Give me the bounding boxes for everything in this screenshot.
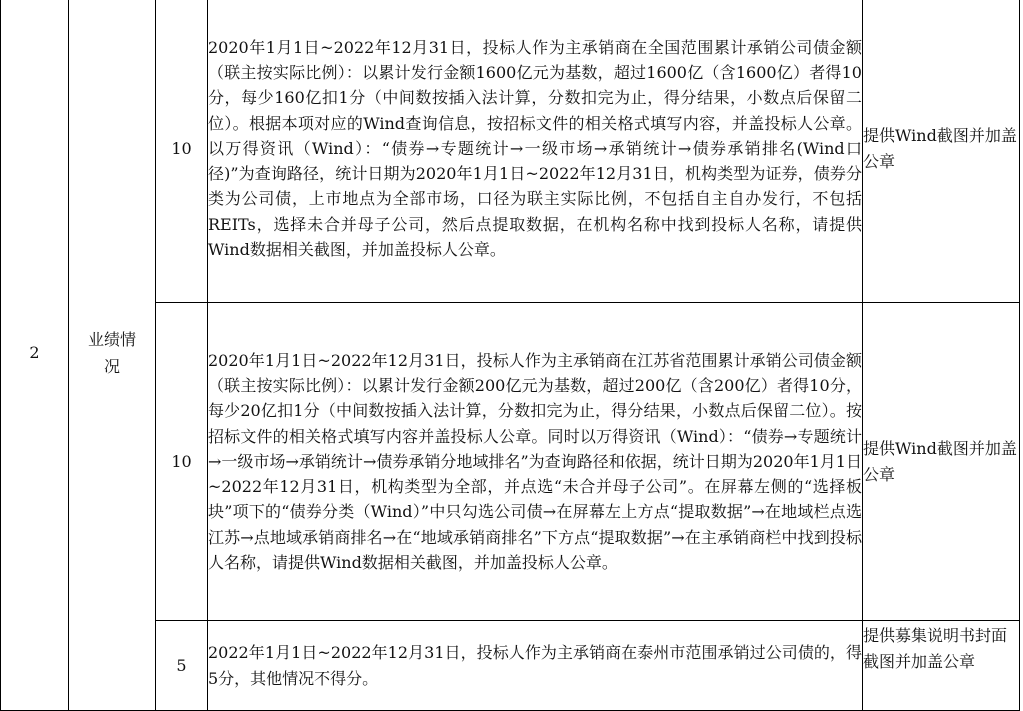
materials-cell: 提供募集说明书封面截图并加盖公章 bbox=[863, 621, 1020, 711]
score-cell: 10 bbox=[156, 303, 208, 621]
score-cell: 10 bbox=[156, 0, 208, 303]
standard-cell: 2020年1月1日~2022年12月31日，投标人作为主承销商在江苏省范围累计承销公司债金额（联主按实际比例）：以累计发行金额200亿元为基数，超过200亿（含200亿）者得10分，每少20亿扣1分（中间数按插入法计算，分数扣完为止，得分结果，小数点后保留二位）。按招标文件的相关格式填写内容并盖投标人公章。同时以万得资讯（Wind）：“债券→专题统计→一级市场→承销统计→债券承销分地域排名”为查询路径和依据，统计日期为2020年1月1日~2022年12月31日，机构类型为全部，并点选“未合并母子公司”。在屏幕左侧的“选择板块”项下的“债券分类（Wind）”中只勾选公司债→在屏幕左上方点“提取数据”→在地域栏点选江苏→点地域承销商排名→在“地域承销商排名”下方点“提取数据”→在主承销商栏中找到投标人名称，请提供Wind数据相关截图，并加盖投标人公章。 bbox=[208, 303, 863, 621]
table-row bbox=[1, 0, 1020, 303]
materials-cell: 提供Wind截图并加盖公章 bbox=[863, 0, 1020, 303]
standard-cell: 2022年1月1日~2022年12月31日，投标人作为主承销商在泰州市范围承销过公司债的，得5分，其他情况不得分。 bbox=[208, 621, 863, 711]
section-number: 2 bbox=[1, 0, 69, 711]
score-cell: 5 bbox=[156, 621, 208, 711]
section-category-text: 业绩情况 bbox=[87, 329, 136, 376]
materials-cell: 提供Wind截图并加盖公章 bbox=[863, 303, 1020, 621]
section-category bbox=[69, 0, 156, 711]
standard-cell: 2020年1月1日~2022年12月31日，投标人作为主承销商在全国范围累计承销公司债金额（联主按实际比例）：以累计发行金额1600亿元为基数，超过1600亿（含1600亿）者得10分，每少160亿扣1分（中间数按插入法计算，分数扣完为止，得分结果，小数点后保留二位）。根据本项对应的Wind查询信息，按招标文件的相关格式填写内容，并盖投标人公章。以万得资讯（Wind）：“债券→专题统计→一级市场→承销统计→债券承销排名(Wind口径)”为查询路径，统计日期为2020年1月1日~2022年12月31日，机构类型为证券，债券分类为公司债，上市地点为全部市场，口径为联主实际比例，不包括自主自办发行，不包括REITs，选择未合并母子公司，然后点提取数据，在机构名称中找到投标人名称，请提供Wind数据相关截图，并加盖投标人公章。 bbox=[208, 0, 863, 303]
